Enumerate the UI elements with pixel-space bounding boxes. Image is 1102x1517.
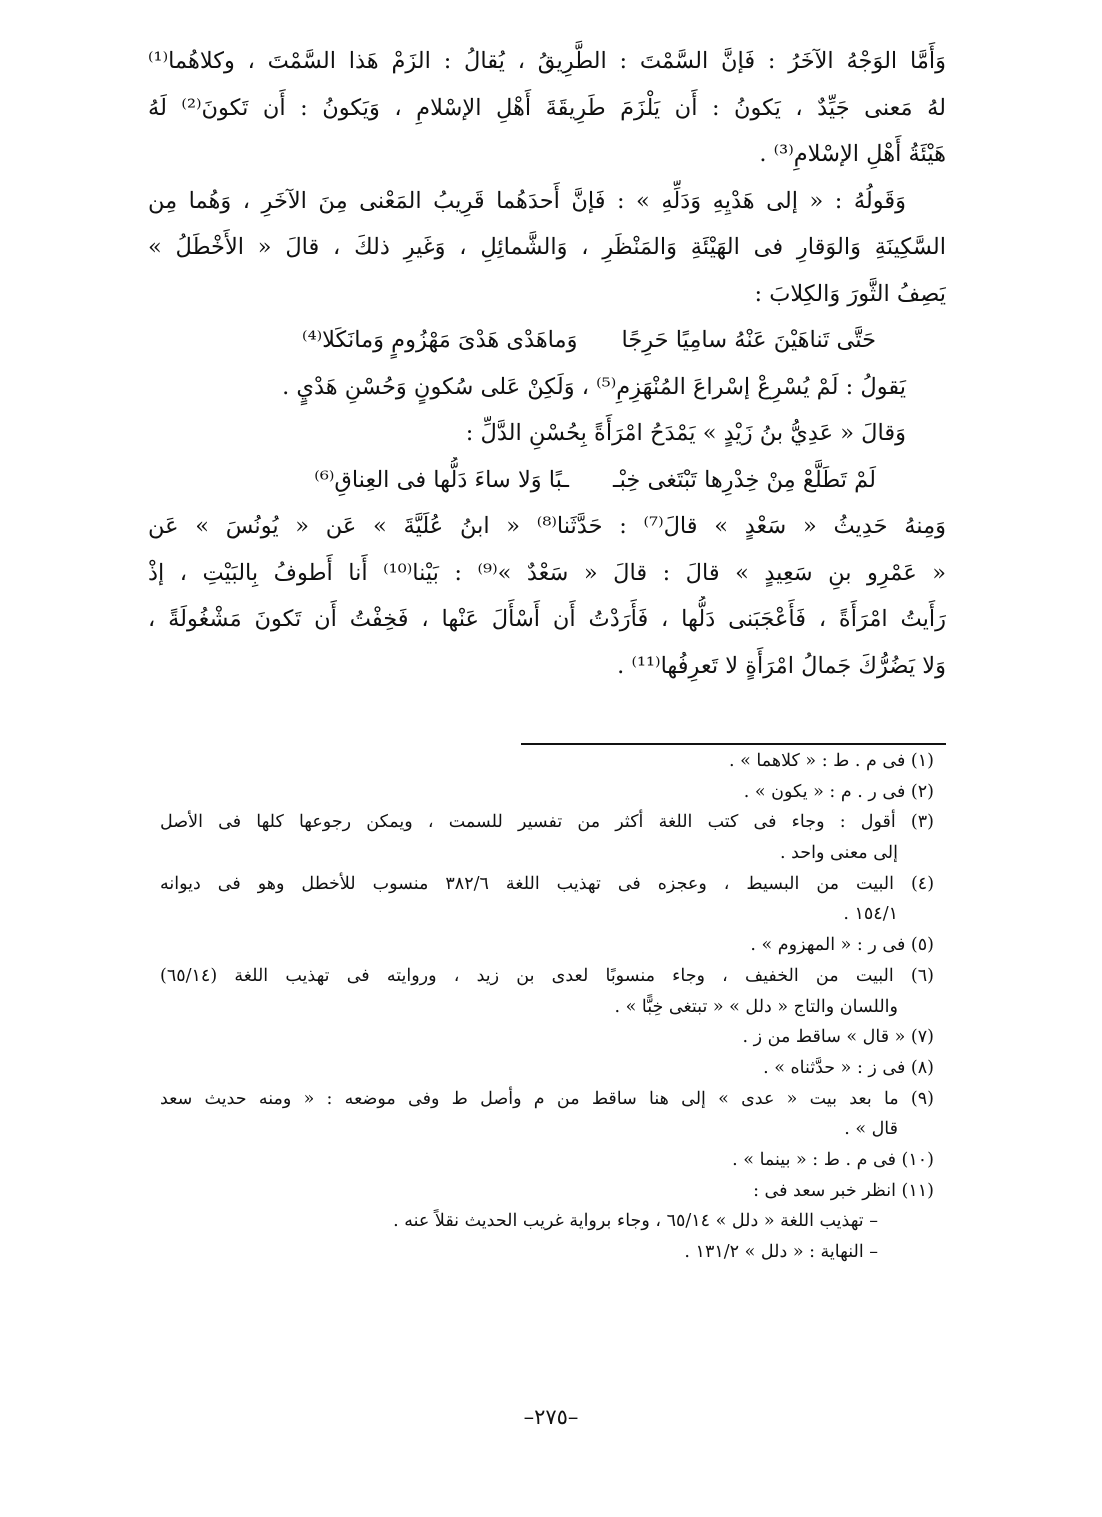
footnote-5: (٥) فى ر : « المهزوم » .	[750, 935, 934, 956]
paragraph-line: وَقَولُهُ : « إلى هَدْيِهِ وَدَلِّهِ » : فَإنَّ أَحدَهُما قَرِيبُ المَعْنى مِنَ الآخَرِ ، وَهُما مِن	[148, 187, 906, 214]
paragraph-line: رَأَيتُ امْرَأَةً ، فَأَعْجَبَنى دَلُّها ، فَأَرَدْتُ أَن أَسْأَلَ عَنْها ، فَخِفْتُ أَن تَكونَ مَشْغُولَةً ،	[148, 606, 946, 632]
page-number: –٢٧٥–	[523, 1405, 579, 1429]
footnote-3: (٣) أقول : وجاء فى كتب اللغة أكثر من تفسير للسمت ، ويمكن رجوعها كلها فى الأصل	[160, 812, 934, 833]
verse-second-hemistich: وَماهَدْى هَدْىَ مَهْزُومٍ وَمانَكَلا⁽⁴⁾	[302, 327, 578, 353]
footnote-1: (١) فى م . ط : « كلاهما » .	[729, 751, 934, 771]
poem-verse-akhtal	[148, 317, 946, 364]
paragraph-line: يَصِفُ الثَّورَ وَالكِلابَ :	[754, 280, 946, 307]
footnote-6: (٦) البيت من الخفيف ، وجاء منسوبًا لعدى بن زيد ، وروايته فى تهذيب اللغة (٦٥/١٤)	[160, 965, 934, 986]
paragraph-line: وَلا يَضُرُّكَ جَمالُ امْرَأَةٍ لا تَعرِفُها⁽¹¹⁾ .	[617, 652, 946, 679]
paragraph-line: وَأَمَّا الوَجْهُ الآخَرُ : فَإنَّ السَّمْتَ : الطَّرِيقُ ، يُقالُ : الزَمْ هَذا السَّمْتَ ، وكلاهُما⁽¹⁾	[148, 48, 946, 74]
footnote-4: (٤) البيت من البسيط ، وعجزه فى تهذيب اللغة ٣٨٢/٦ منسوب للأخطل وهو فى ديوانه	[160, 873, 934, 894]
footnote-3-continued: إلى معنى واحد .	[779, 843, 898, 864]
footnote-11-ref-2: – النهاية : « دلل » ١٣١/٢ .	[684, 1242, 878, 1262]
paragraph-line: وَمِنهُ حَدِيثُ « سَعْدٍ » قالَ⁽⁷⁾ : حَدَّثَنا⁽⁸⁾ « ابنُ عُلَيَّةَ » عَن « يُونُسَ » عَن	[148, 513, 946, 539]
paragraph-line: السَّكِينَةِ وَالوَقارِ فى الهَيْئَةِ وَالمَنْظَرِ ، وَالشَّمائِلِ ، وَغَيرِ ذلكَ ، قالَ « الأَخْطَلُ »	[148, 234, 946, 260]
paragraph-line: يَقولُ : لَمْ يُسْرِعْ إسْراعَ المُنْهَزِمِ⁽⁵⁾ ، وَلَكِنْ عَلى سُكونٍ وَحُسْنِ هَدْيٍ .	[282, 373, 906, 400]
paragraph-line: وَقالَ « عَدِيُّ بنُ زَيْدٍ » يَمْدَحُ امْرَأَةً بِحُسْنِ الدَّلِّ :	[465, 420, 906, 446]
main-text	[148, 38, 946, 689]
paragraph-line: لهُ مَعنى جَيِّدٌ ، يَكونُ : أَن يَلْزَمَ طَرِيقَةَ أَهْلِ الإسْلامِ ، وَيَكونُ : أَن تَكونَ⁽²⁾ لَهُ	[148, 94, 946, 121]
footnote-11-ref-1: – تهذيب اللغة « دلل » ٦٥/١٤ ، وجاء برواية غريب الحديث نقلاً عنه .	[393, 1211, 878, 1232]
footnote-9: (٩) ما بعد بيت « عدى » إلى هنا ساقط من م وأصل ط وفى موضعه : « ومنه حديث سعد	[160, 1088, 934, 1109]
footnote-8: (٨) فى ز : « حدَّثناه » .	[763, 1057, 934, 1078]
verse-second-hemistich: ـبًا وَلا ساءَ دَلُّها فى العِناقِ⁽⁶⁾	[314, 466, 570, 493]
poem-verse-adi	[148, 457, 946, 504]
paragraph-line: « عَمْرِو بنِ سَعِيدٍ » قالَ : قالَ « سَعْدٌ »⁽⁹⁾ : بَيْنا⁽¹⁰⁾ أَنا أَطوفُ بِالبَيْتِ ، إذْ	[148, 559, 946, 586]
verse-first-hemistich: لَمْ تَطَلَّعْ مِنْ خِدْرِها تَبْتَغى خِبْـ	[613, 466, 876, 493]
footnote-11: (١١) انظر خبر سعد فى :	[753, 1180, 934, 1201]
footnotes	[160, 746, 934, 1268]
footnote-9-continued: قال » .	[844, 1119, 898, 1140]
footnote-separator	[521, 743, 946, 745]
footnote-4-continued: ١٥٤/١ .	[843, 904, 898, 925]
paragraph-line: هَيْئَةُ أَهْلِ الإسْلامِ⁽³⁾ .	[759, 141, 946, 167]
footnote-7: (٧) « قال » ساقط من ز .	[742, 1027, 934, 1048]
footnote-6-continued: واللسان والتاج « دلل » « تبتغى خِبًّا » .	[614, 996, 898, 1017]
footnote-10: (١٠) فى م . ط : « بينما » .	[732, 1149, 934, 1170]
footnote-2: (٢) فى ر . م : « يكون » .	[743, 781, 934, 802]
verse-first-hemistich: حَتَّى تَناهَيْنَ عَنْهُ سامِيًا حَرِجًا	[621, 327, 876, 353]
